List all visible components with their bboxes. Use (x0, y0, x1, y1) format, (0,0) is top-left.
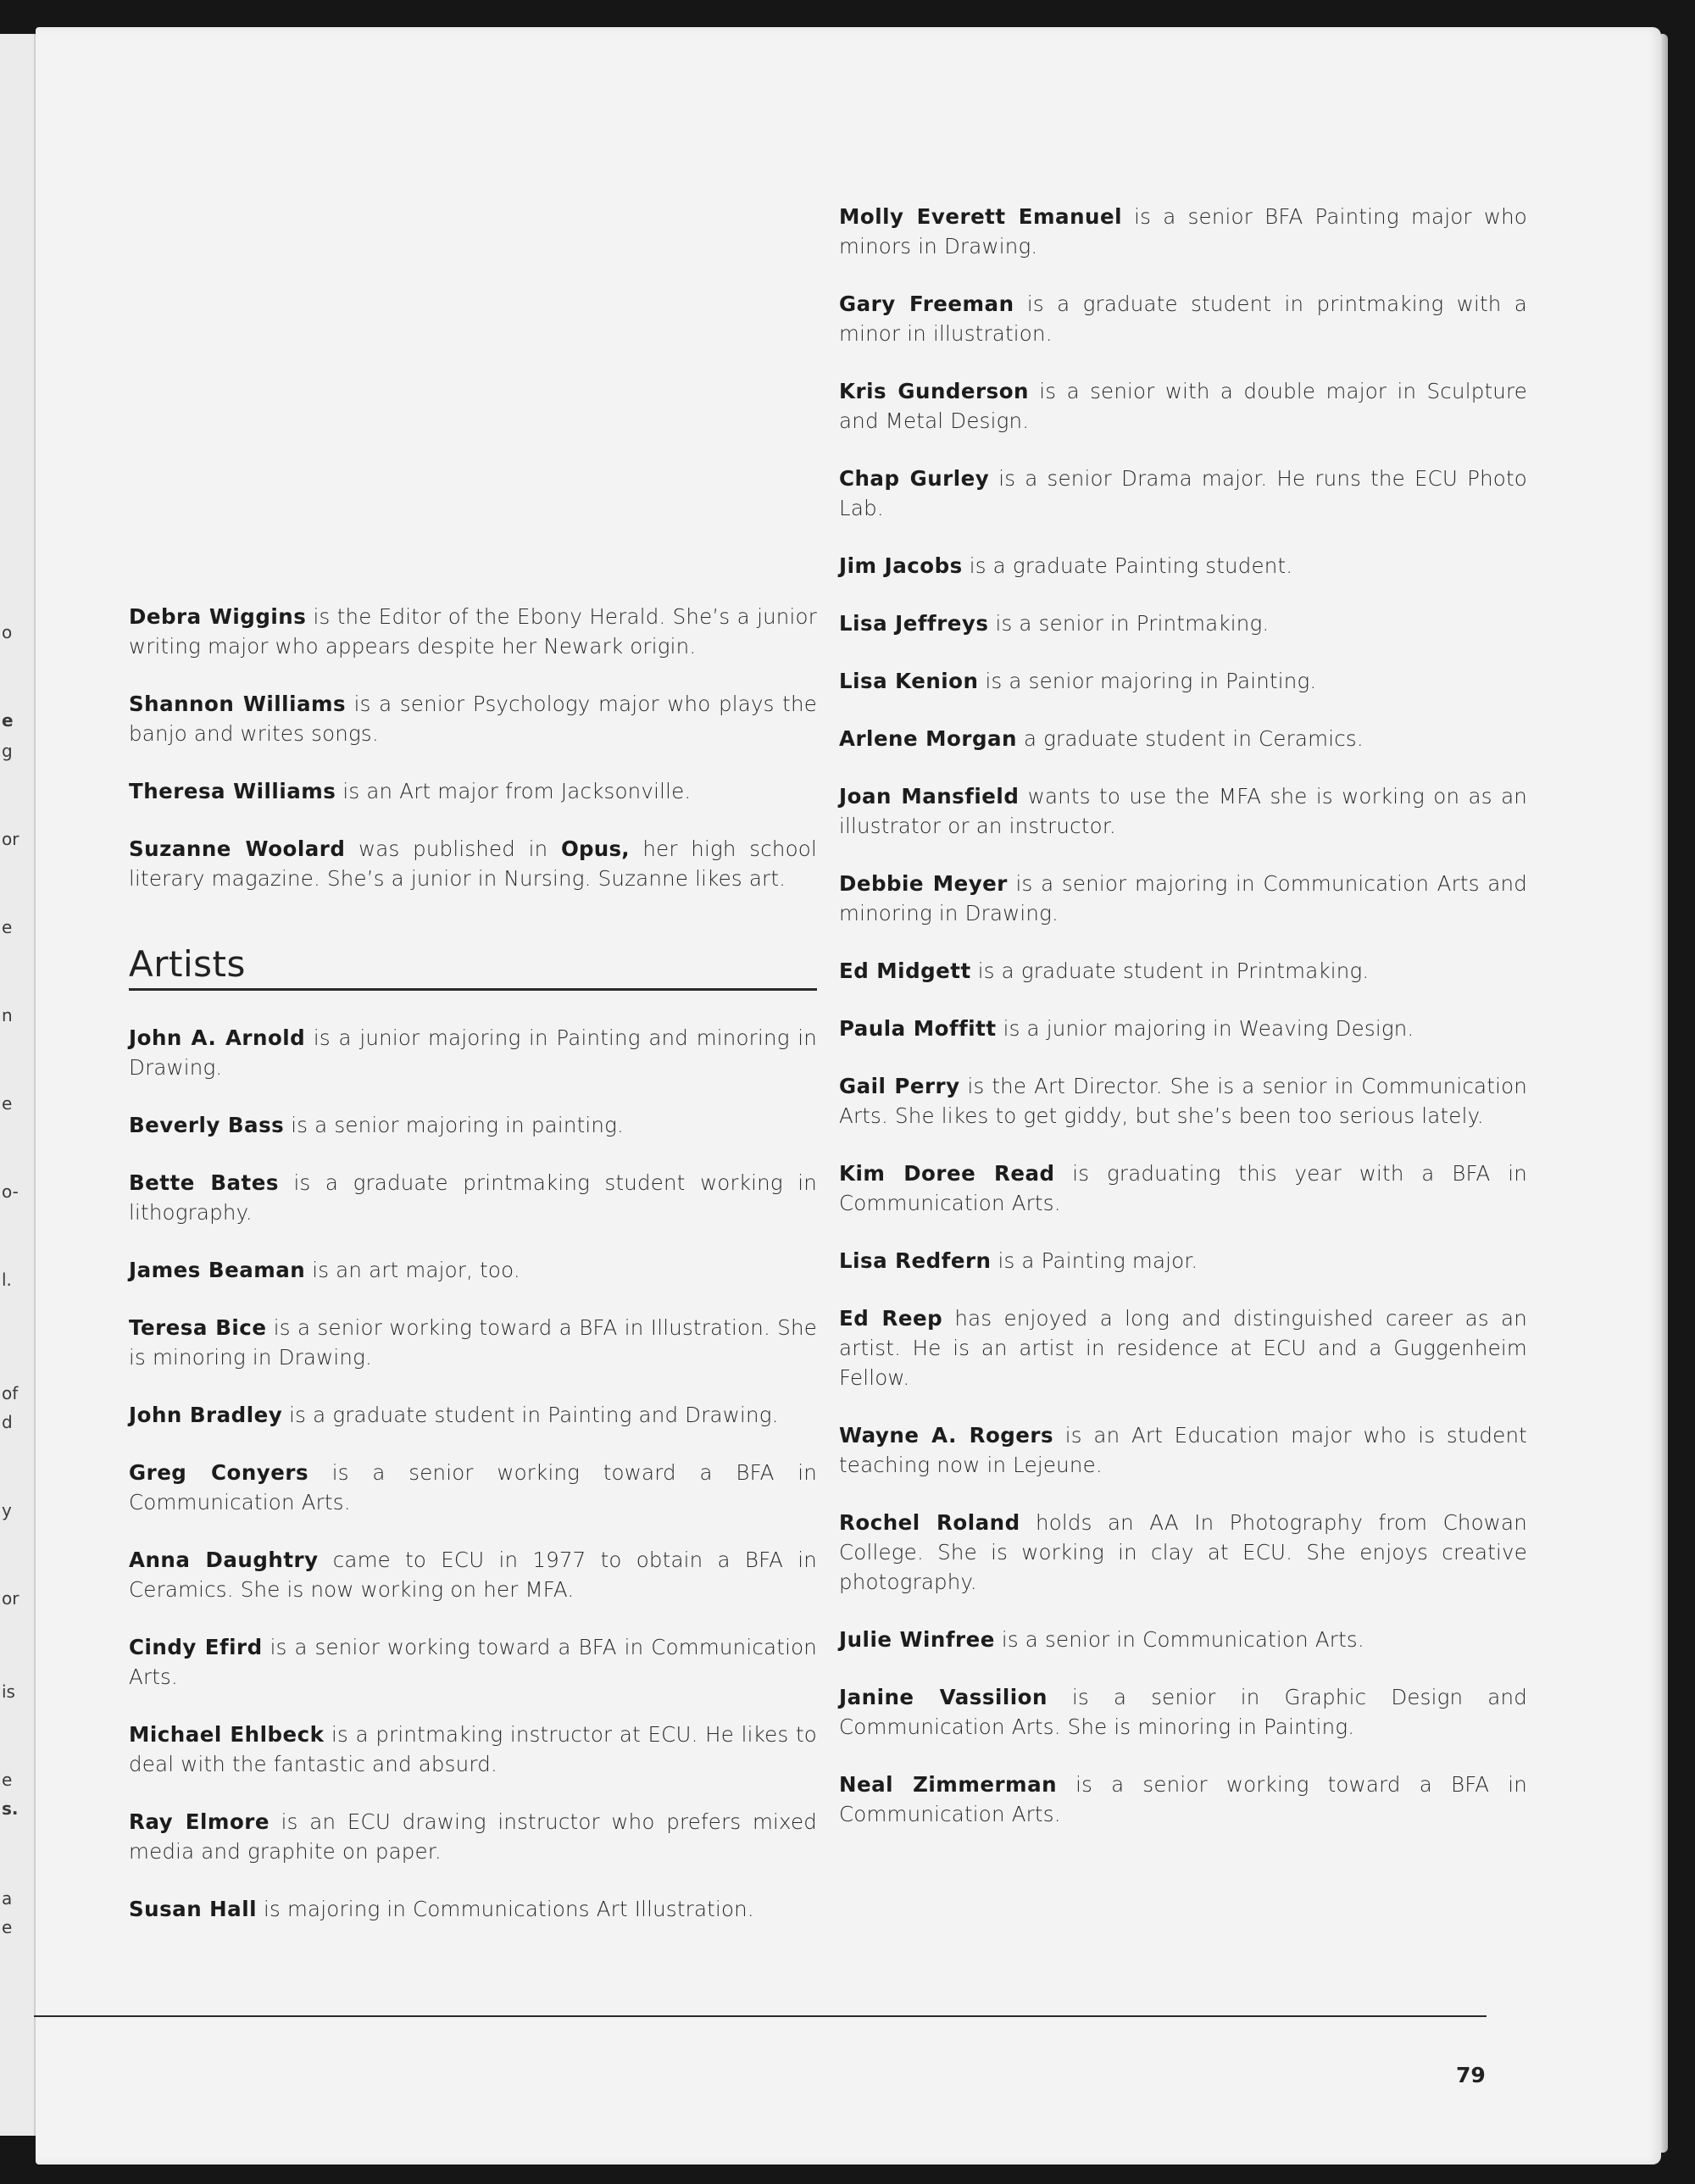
artist-entry (129, 1400, 817, 1430)
artist-entry (129, 1807, 817, 1866)
artist-bio: is a senior majoring in Communication Arts and minoring in Drawing. (839, 871, 1527, 925)
prev-page-fragment: or (2, 829, 19, 849)
artist-entry (129, 1168, 817, 1227)
artist-entry (839, 1071, 1527, 1131)
artist-name: Arlene Morgan (839, 726, 1017, 751)
artist-entry (129, 1110, 817, 1140)
artist-entry (839, 376, 1527, 436)
writers-list (129, 602, 817, 893)
contributor-bio: is an Art major from Jacksonville. (336, 779, 692, 803)
right-column (839, 202, 1527, 1857)
artist-bio: is a graduate student in Painting and Drawing. (282, 1403, 779, 1427)
artist-bio: is a senior BFA Painting major who minors in Drawing. (839, 204, 1527, 258)
artist-entry (129, 1545, 817, 1604)
artist-bio: is an art major, too. (305, 1258, 520, 1282)
artist-name: Michael Ehlbeck (129, 1722, 325, 1747)
artist-name: Julie Winfree (839, 1627, 995, 1652)
artist-entry (839, 1159, 1527, 1218)
artist-bio: is a senior working toward a BFA in Communication Arts. (839, 1772, 1527, 1826)
artist-name: Gary Freeman (839, 292, 1014, 316)
prev-page-fragment: e (2, 1917, 13, 1937)
artist-entry (839, 1246, 1527, 1275)
artist-bio: is a senior in Graphic Design and Communication Arts. She is minoring in Painting. (839, 1685, 1527, 1739)
artist-name: Lisa Kenion (839, 669, 979, 693)
contributor-name: Shannon Williams (129, 692, 347, 716)
artists-heading: Artists (129, 944, 817, 991)
artist-bio: is a senior majoring in painting. (284, 1113, 625, 1137)
artist-entry (839, 202, 1527, 261)
artist-name: Jim Jacobs (839, 553, 963, 578)
prev-page-fragment: of (2, 1383, 19, 1403)
artist-bio: is a senior working toward a BFA in Illustration. She is minoring in Drawing. (129, 1315, 817, 1370)
artist-entry (839, 1303, 1527, 1392)
artist-name: Rochel Roland (839, 1510, 1020, 1535)
artist-name: Beverly Bass (129, 1113, 285, 1137)
prev-page-fragment: e (2, 917, 13, 937)
artist-name: John A. Arnold (129, 1025, 306, 1050)
artist-name: Ed Midgett (839, 959, 971, 983)
prev-page-fragment: y (2, 1500, 12, 1520)
artist-entry (839, 1508, 1527, 1597)
artist-entry (129, 1023, 817, 1082)
previous-page-edge (0, 34, 36, 2136)
artist-bio: is an Art Education major who is student teaching now in Lejeune. (839, 1423, 1527, 1477)
artist-bio: is an ECU drawing instructor who prefers mixed media and graphite on paper. (129, 1809, 817, 1864)
prev-page-fragment: n (2, 1005, 13, 1025)
artist-entry (839, 724, 1527, 753)
magazine-page (36, 27, 1661, 2165)
artist-entry (839, 1682, 1527, 1742)
prev-page-fragment: d (2, 1412, 13, 1432)
footer-rule (34, 2015, 1487, 2017)
prev-page-fragment: e (2, 1093, 13, 1114)
artist-entry (129, 1632, 817, 1692)
artist-bio: is majoring in Communications Art Illustration. (257, 1897, 754, 1921)
artist-entry (129, 1313, 817, 1372)
contributor-bio: is a senior Psychology major who plays the banjo and writes songs. (129, 692, 817, 746)
artist-entry (839, 666, 1527, 696)
artist-name: John Bradley (129, 1403, 283, 1427)
prev-page-fragment: or (2, 1588, 19, 1609)
artist-name: Lisa Jeffreys (839, 611, 989, 636)
artist-entry (129, 1255, 817, 1285)
contributor-bio: is the Editor of the Ebony Herald. She’s a junior writing major who appears despite her Newark origin. (129, 604, 817, 659)
artist-name: Neal Zimmerman (839, 1772, 1058, 1797)
artist-bio: is graduating this year with a BFA in Communication Arts. (839, 1161, 1527, 1215)
artist-entry (839, 1420, 1527, 1480)
artist-name: Molly Everett Emanuel (839, 204, 1122, 229)
artist-entry (129, 1458, 817, 1517)
artist-bio: is a senior majoring in Painting. (978, 669, 1317, 693)
artist-entry (839, 1625, 1527, 1654)
artist-bio: is a junior majoring in Weaving Design. (996, 1016, 1414, 1041)
contributor-name: Debra Wiggins (129, 604, 307, 629)
artist-entry (839, 609, 1527, 638)
contributor-name: Suzanne Woolard (129, 836, 346, 861)
prev-page-fragment: l. (2, 1270, 12, 1290)
artist-entry (839, 1014, 1527, 1043)
artist-name: Teresa Bice (129, 1315, 267, 1340)
artist-entry (839, 781, 1527, 841)
contributor-bio: her high school literary magazine. She’s a junior in Nursing. Suzanne likes art. (129, 836, 817, 891)
page-number: 79 (1456, 2063, 1486, 2087)
artist-bio: came to ECU in 1977 to obtain a BFA in Ceramics. She is now working on her MFA. (129, 1548, 817, 1602)
artist-bio: is a senior working toward a BFA in Communication Arts. (129, 1460, 817, 1514)
contributor-entry (129, 834, 817, 893)
prev-page-fragment: o (2, 622, 13, 642)
artist-bio: wants to use the MFA she is working on as an illustrator or an instructor. (839, 784, 1528, 838)
artist-name: Susan Hall (129, 1897, 258, 1921)
artist-bio: is a graduate student in Printmaking. (970, 959, 1370, 983)
artist-name: Kris Gunderson (839, 379, 1029, 403)
artist-bio: is a senior with a double major in Sculpture and Metal Design. (839, 379, 1527, 433)
prev-page-fragment: e (2, 710, 14, 731)
contributor-entry (129, 602, 817, 661)
artist-name: Janine Vassilion (839, 1685, 1048, 1709)
artist-entry (129, 1894, 817, 1924)
artist-name: Wayne A. Rogers (839, 1423, 1054, 1448)
contributor-bio: was published in (345, 836, 562, 861)
artist-entry (129, 1720, 817, 1779)
artists-list-right (839, 202, 1527, 1829)
artist-bio: is a graduate Painting student. (962, 553, 1293, 578)
artist-name: Chap Gurley (839, 466, 990, 491)
artist-name: Joan Mansfield (839, 784, 1020, 809)
artist-bio: is a senior in Printmaking. (988, 611, 1270, 636)
artist-entry (839, 464, 1527, 523)
prev-page-fragment: o- (2, 1181, 19, 1202)
artist-bio: is a Painting major. (991, 1248, 1198, 1273)
artist-name: Lisa Redfern (839, 1248, 992, 1273)
artist-name: Bette Bates (129, 1170, 279, 1195)
artist-bio: is a graduate printmaking student working in lithography. (129, 1170, 817, 1225)
artist-name: Ed Reep (839, 1306, 943, 1331)
artist-entry (839, 956, 1527, 986)
artist-name: James Beaman (129, 1258, 306, 1282)
artist-bio: is a senior in Communication Arts. (994, 1627, 1364, 1652)
artist-entry (839, 551, 1527, 581)
artist-name: Ray Elmore (129, 1809, 270, 1834)
artist-name: Cindy Efird (129, 1635, 263, 1659)
prev-page-fragment: e (2, 1770, 13, 1790)
contributor-entry (129, 776, 817, 806)
artist-name: Anna Daughtry (129, 1548, 319, 1572)
artist-name: Gail Perry (839, 1074, 960, 1098)
prev-page-fragment: s. (2, 1798, 19, 1819)
artist-bio: is a senior Drama major. He runs the ECU Photo Lab. (839, 466, 1527, 520)
left-column (129, 602, 817, 1952)
artist-name: Greg Conyers (129, 1460, 309, 1485)
artist-name: Debbie Meyer (839, 871, 1008, 896)
artist-entry (839, 869, 1527, 928)
artist-bio: is a junior majoring in Painting and minoring in Drawing. (129, 1025, 817, 1080)
artist-bio: is a graduate student in printmaking with a minor in illustration. (839, 292, 1528, 346)
artist-entry (839, 289, 1527, 348)
contributor-name: Theresa Williams (129, 779, 336, 803)
prev-page-fragment: a (2, 1888, 13, 1909)
artists-list-left (129, 1023, 817, 1924)
artist-bio: is a senior working toward a BFA in Communication Arts. (129, 1635, 817, 1689)
artist-name: Kim Doree Read (839, 1161, 1055, 1186)
artist-bio: is a printmaking instructor at ECU. He likes to deal with the fantastic and absurd. (129, 1722, 817, 1776)
publication-title: Opus, (561, 836, 630, 861)
artist-entry (839, 1770, 1527, 1829)
artist-bio: has enjoyed a long and distinguished career as an artist. He is an artist in residence at ECU and a Guggenheim Fellow. (839, 1306, 1527, 1390)
contributor-entry (129, 689, 817, 748)
page-edge (1661, 34, 1668, 2153)
artist-bio: a graduate student in Ceramics. (1016, 726, 1364, 751)
artist-bio: is the Art Director. She is a senior in Communication Arts. She likes to get giddy, but she’s been too serious lately. (839, 1074, 1527, 1128)
prev-page-fragment: g (2, 741, 13, 761)
artist-bio: holds an AA In Photography from Chowan College. She is working in clay at ECU. She enjoys creative photography. (839, 1510, 1527, 1594)
prev-page-fragment: is (2, 1681, 15, 1702)
artist-name: Paula Moffitt (839, 1016, 997, 1041)
